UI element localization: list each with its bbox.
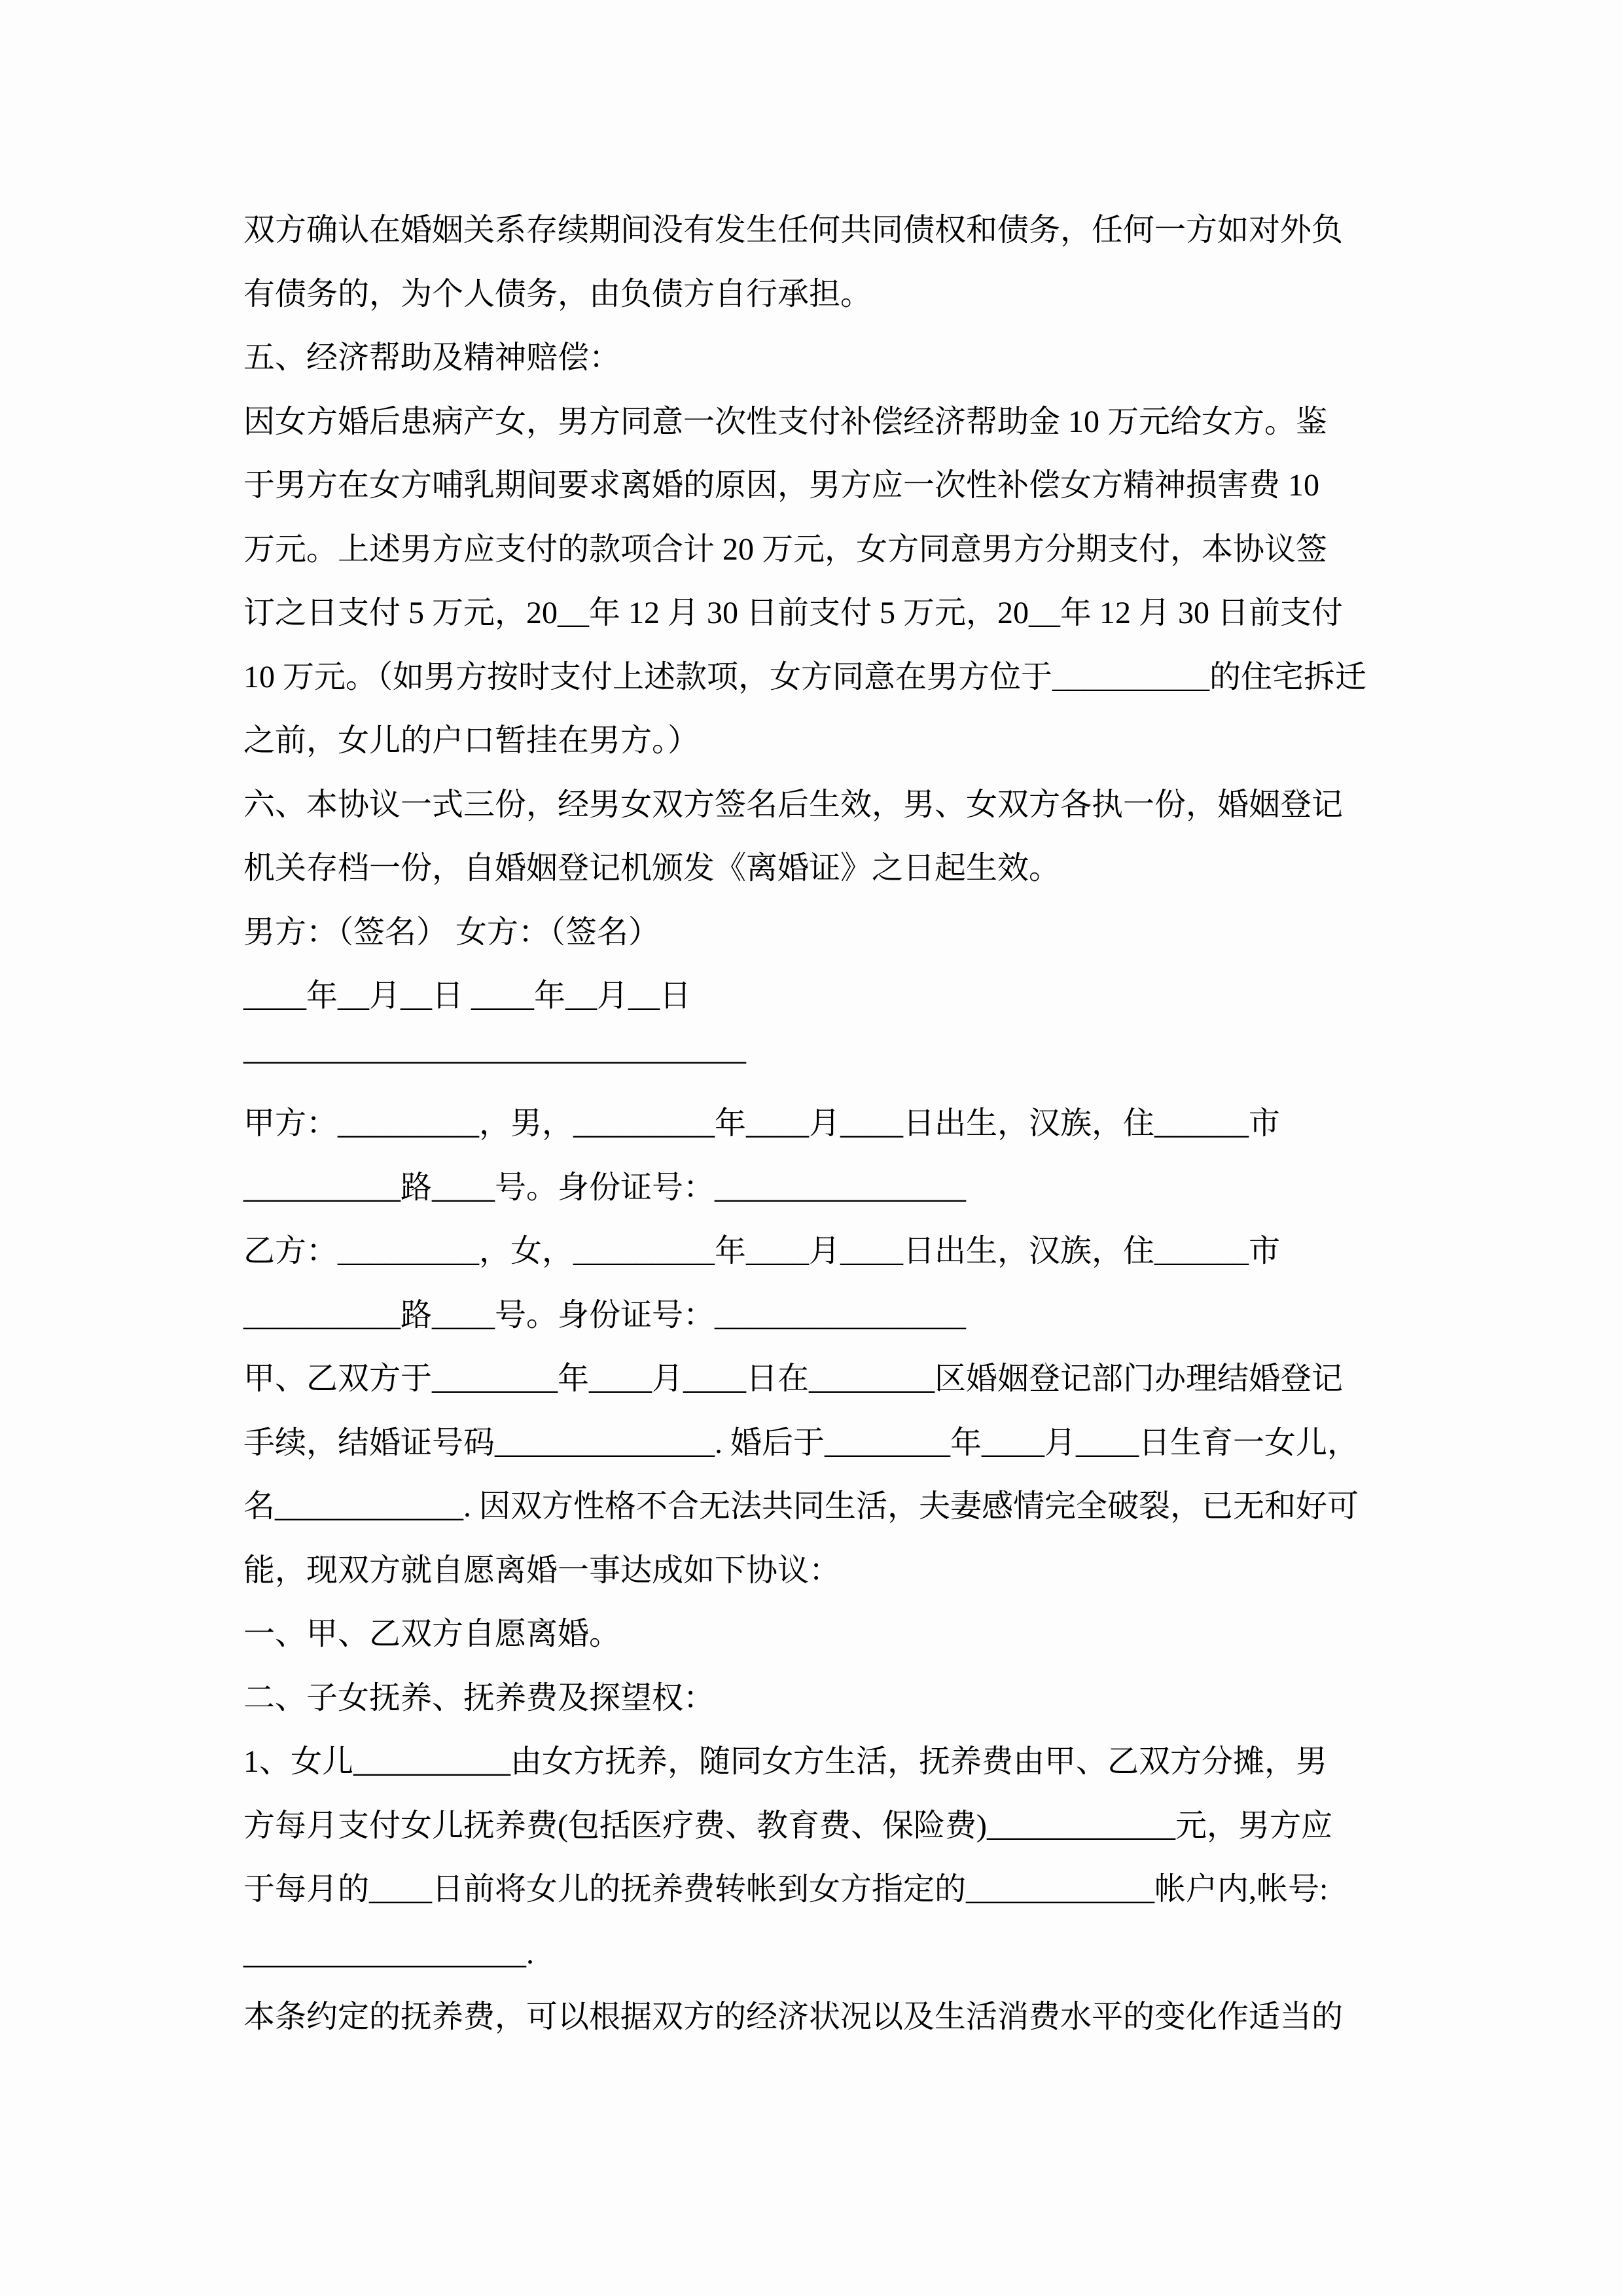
- text-line: 乙方：_________，女，_________年____月____日出生，汉族，住______市: [243, 1234, 1281, 1268]
- text-line: 甲方：_________，男，_________年____月____日出生，汉族，住______市: [243, 1106, 1281, 1141]
- text-line: 方每月支付女儿抚养费(包括医疗费、教育费、保险费)____________元，男方应: [243, 1808, 1332, 1843]
- text-line: 双方确认在婚姻关系存续期间没有发生任何共同债权和债务，任何一方如对外负: [243, 213, 1344, 247]
- text-line: 本条约定的抚养费，可以根据双方的经济状况以及生活消费水平的变化作适当的: [243, 2000, 1344, 2034]
- text-line: __________________.: [243, 1935, 534, 1971]
- text-line: 甲、乙双方于________年____月____日在________区婚姻登记部门办理结婚登记: [243, 1361, 1344, 1396]
- text-line: 二、子女抚养、抚养费及探望权：: [243, 1680, 715, 1715]
- document-body: [243, 198, 1417, 2049]
- text-line: ____年__月__日 ____年__月__日: [243, 978, 692, 1013]
- text-line: 10 万元。（如男方按时支付上述款项，女方同意在男方位于__________的住宅拆迁: [243, 659, 1367, 694]
- text-line: 名____________. 因双方性格不合无法共同生活，夫妻感情完全破裂，已无和好可: [243, 1489, 1359, 1524]
- text-line: 五、经济帮助及精神赔偿：: [243, 340, 621, 375]
- text-line: 一、甲、乙双方自愿离婚。: [243, 1617, 621, 1651]
- text-line: 能，现双方就自愿离婚一事达成如下协议：: [243, 1552, 841, 1588]
- text-line: 于男方在女方哺乳期间要求离婚的原因，男方应一次性补偿女方精神损害费 10: [243, 468, 1320, 503]
- text-line: 订之日支付 5 万元，20__年 12 月 30 日前支付 5 万元，20__年 12 月 30 日前支付: [243, 596, 1344, 630]
- text-line: 有债务的，为个人债务，由负债方自行承担。: [243, 276, 872, 312]
- text-line: 因女方婚后患病产女，男方同意一次性支付补偿经济帮助金 10 万元给女方。鉴: [243, 404, 1328, 439]
- text-line: 手续，结婚证号码______________. 婚后于________年____月____日生育一女儿，: [243, 1425, 1359, 1460]
- text-line: 六、本协议一式三份，经男女双方签名后生效，男、女双方各执一份，婚姻登记: [243, 787, 1344, 822]
- text-line: 男方：（签名） 女方：（签名）: [243, 914, 660, 950]
- text-line: ————————————————: [243, 1042, 746, 1077]
- text-line: 于每月的____日前将女儿的抚养费转帐到女方指定的____________帐户内,帐号:: [243, 1872, 1329, 1907]
- text-line: 万元。上述男方应支付的款项合计 20 万元，女方同意男方分期支付，本协议签: [243, 531, 1328, 567]
- text-line: 机关存档一份，自婚姻登记机颁发《离婚证》之日起生效。: [243, 851, 1061, 886]
- text-line: __________路____号。身份证号：________________: [243, 1170, 967, 1205]
- text-line: __________路____号。身份证号：________________: [243, 1297, 967, 1333]
- text-line: 1、女儿__________由女方抚养，随同女方生活，抚养费由甲、乙双方分摊，男: [243, 1744, 1328, 1779]
- text-line: 之前，女儿的户口暂挂在男方。）: [243, 723, 700, 758]
